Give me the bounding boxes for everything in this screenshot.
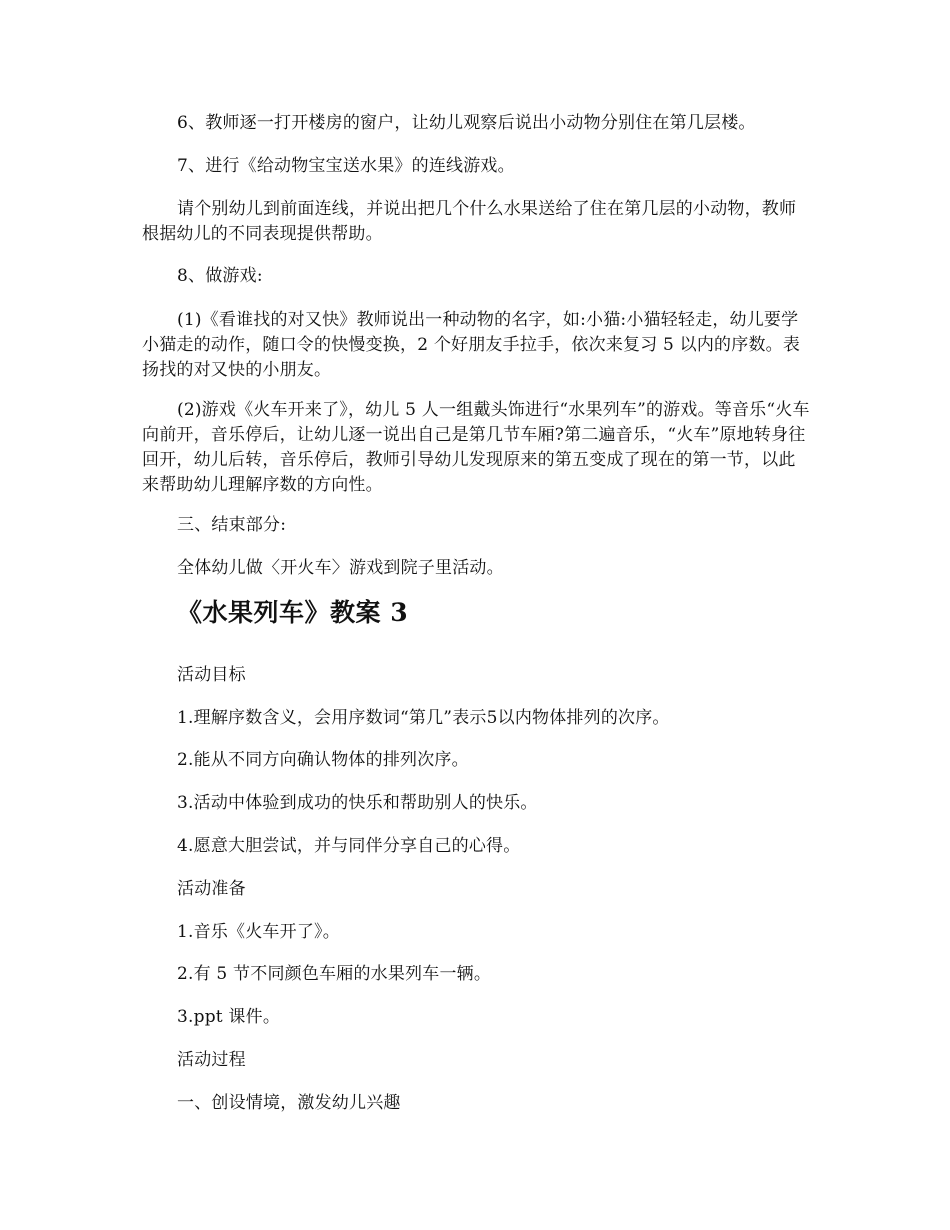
process-step-1: 一、创设情境，激发幼儿兴趣 — [177, 1093, 401, 1113]
prep-item-3: 3.ppt 课件。 — [177, 1007, 281, 1027]
paragraph-game-1: (1)《看谁找的对又快》教师说出一种动物的名字，如:小猫:小猫轻轻走，幼儿要学小猫走的动作，随口令的快慢变换，2 个好朋友手拉手，依次来复习 5 以内的序数。表扬找的对又快的小朋友。 — [142, 310, 801, 380]
subheading-goals: 活动目标 — [177, 665, 246, 685]
goal-item-2: 2.能从不同方向确认物体的排列次序。 — [177, 750, 469, 770]
paragraph-step-6: 6、教师逐一打开楼房的窗户，让幼儿观察后说出小动物分别住在第几层楼。 — [177, 113, 756, 133]
subheading-preparation: 活动准备 — [177, 879, 246, 899]
prep-item-2: 2.有 5 节不同颜色车厢的水果列车一辆。 — [177, 964, 492, 984]
paragraph-ending-heading: 三、结束部分: — [177, 515, 287, 535]
goal-item-3: 3.活动中体验到成功的快乐和帮助别人的快乐。 — [177, 793, 538, 813]
paragraph-step-7: 7、进行《给动物宝宝送水果》的连线游戏。 — [177, 156, 515, 176]
section-title: 《水果列车》教案 3 — [177, 598, 409, 627]
paragraph-ending-content: 全体幼儿做〈开火车〉游戏到院子里活动。 — [177, 558, 504, 578]
prep-item-1: 1.音乐《火车开了》。 — [177, 922, 340, 942]
paragraph-step-7-detail: 请个别幼儿到前面连线，并说出把几个什么水果送给了住在第几层的小动物，教师根据幼儿的不同表现提供帮助。 — [142, 199, 797, 244]
goal-item-4: 4.愿意大胆尝试，并与同伴分享自己的心得。 — [177, 836, 521, 856]
paragraph-game-2: (2)游戏《火车开来了》，幼儿 5 人一组戴头饰进行“水果列车”的游戏。等音乐“火车向前开，音乐停后，让幼儿逐一说出自己是第几节车厢?第二遍音乐，“火车”原地转身往回开，幼儿后转，音乐停后，教师引导幼儿发现原来的第五变成了现在的第一节，以此来帮助幼儿理解序数的方向性。 — [142, 400, 810, 495]
goal-item-1: 1.理解序数含义，会用序数词“第几”表示5以内物体排列的次序。 — [177, 708, 670, 728]
paragraph-step-8: 8、做游戏: — [177, 266, 263, 286]
subheading-process: 活动过程 — [177, 1050, 246, 1070]
